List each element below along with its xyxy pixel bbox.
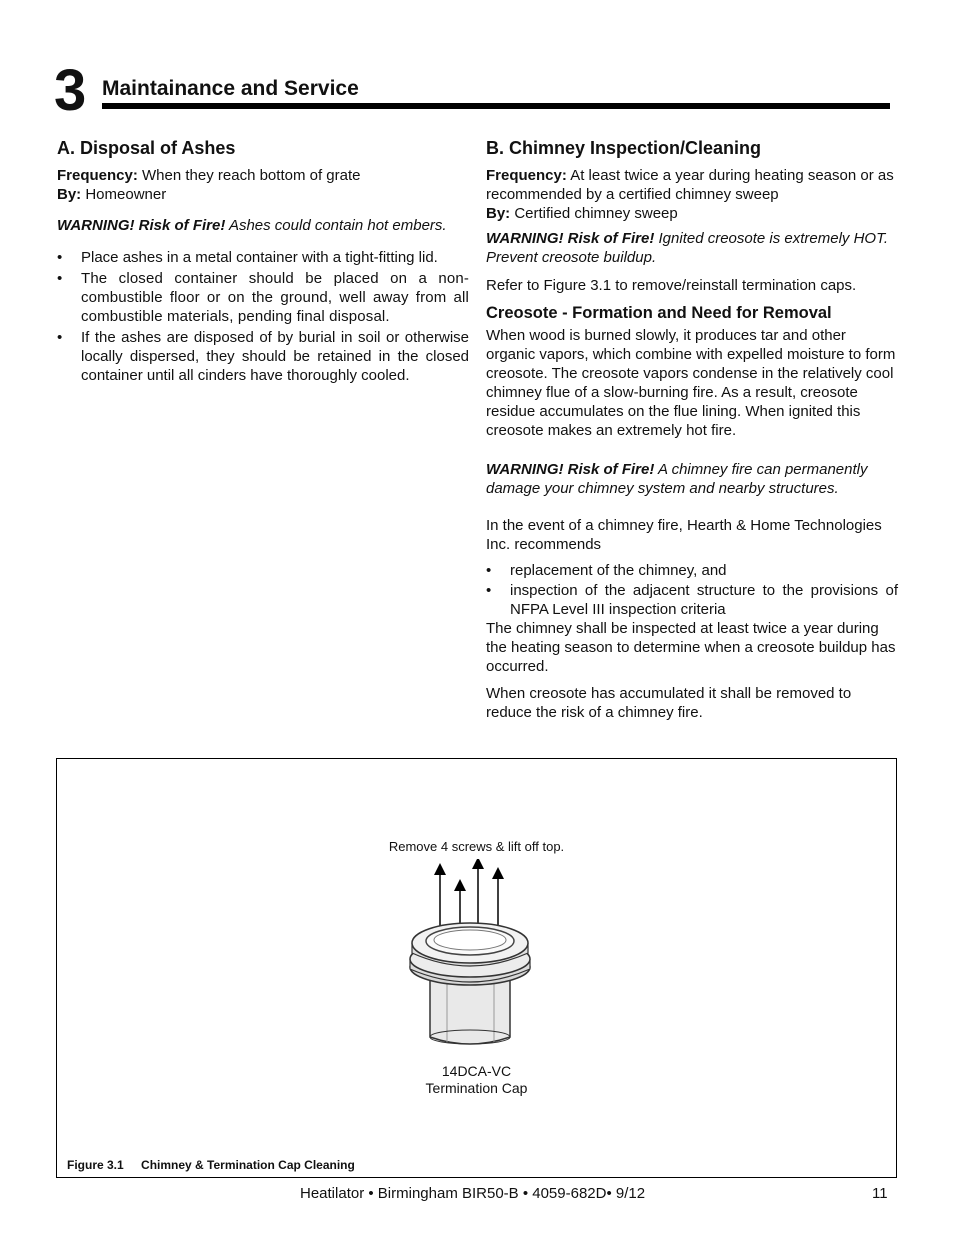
- section-b-heading: B. Chimney Inspection/Cleaning: [486, 138, 762, 158]
- chapter-number: 3: [54, 58, 85, 123]
- right-warning-1: WARNING! Risk of Fire! Ignited creosote is extremely HOT. Prevent creosote buildup.: [486, 230, 889, 266]
- right-by: By: Certified chimney sweep: [486, 205, 678, 222]
- creosote-paragraph: When wood is burned slowly, it produces tar and other organic vapors, which combine with expelled moisture to form creosote. The creosote vapors condense in the relatively cool chimney flue of a slow-burning fire. As a result, creosote residue accumulates on the flue lining. When ignited this creosote makes an extremely hot fire.: [486, 327, 896, 439]
- creosote-subheading: Creosote - Formation and Need for Removal: [486, 304, 832, 322]
- remove-paragraph: When creosote has accumulated it shall be removed to reduce the risk of a chimney fire.: [486, 685, 852, 721]
- chapter-rule: [102, 103, 890, 109]
- figure-caption-title: Chimney & Termination Cap Cleaning: [141, 1158, 355, 1172]
- figure-label: [57, 1063, 896, 1097]
- list-item: • If the ashes are disposed of by burial in soil or otherwise locally dispersed, they should be retained in the closed container until all cinders have thoroughly cooled.: [57, 328, 469, 385]
- left-column: [57, 137, 469, 385]
- right-warning-2: WARNING! Risk of Fire! A chimney fire can permanently damage your chimney system and nearby structures.: [486, 461, 868, 497]
- termination-cap-illustration: [402, 859, 532, 1059]
- footer-text: Heatilator • Birmingham BIR50-B • 4059-682D• 9/12: [300, 1185, 646, 1202]
- list-item: • Place ashes in a metal container with a tight-fitting lid.: [57, 248, 469, 267]
- right-bullet-list: [486, 561, 898, 619]
- figure-caption-number: Figure 3.1: [67, 1158, 124, 1172]
- list-item: • The closed container should be placed on a non-combustible floor or on the ground, well away from all combustible materials, pending final disposal.: [57, 269, 469, 326]
- right-column: [486, 137, 898, 722]
- page-number: 11: [872, 1185, 888, 1202]
- list-item: • inspection of the adjacent structure to the provisions of NFPA Level III inspection criteria: [486, 581, 898, 619]
- list-item: • replacement of the chimney, and: [486, 561, 898, 580]
- event-paragraph: In the event of a chimney fire, Hearth & Home Technologies Inc. recommends: [486, 517, 882, 553]
- left-bullet-list: [57, 248, 469, 385]
- left-by: By: Homeowner: [57, 186, 167, 203]
- figure-caption: [67, 1158, 369, 1172]
- refer-text: Refer to Figure 3.1 to remove/reinstall termination caps.: [486, 277, 857, 294]
- figure-note: Remove 4 screws & lift off top.: [388, 839, 565, 854]
- figure-label-model: 14DCA-VC: [441, 1063, 512, 1079]
- left-frequency: Frequency: When they reach bottom of grate: [57, 167, 361, 184]
- left-warning: WARNING! Risk of Fire! Ashes could contain hot embers.: [57, 217, 447, 234]
- figure-box: [56, 758, 897, 1178]
- figure-label-name: Termination Cap: [425, 1080, 528, 1096]
- chapter-title: Maintainance and Service: [102, 77, 359, 100]
- section-a-heading: A. Disposal of Ashes: [57, 138, 236, 158]
- inspect-paragraph: The chimney shall be inspected at least twice a year during the heating season to determine when a creosote buildup has occurred.: [486, 620, 896, 675]
- right-frequency: Frequency: At least twice a year during heating season or as recommended by a certified chimney sweep: [486, 167, 894, 203]
